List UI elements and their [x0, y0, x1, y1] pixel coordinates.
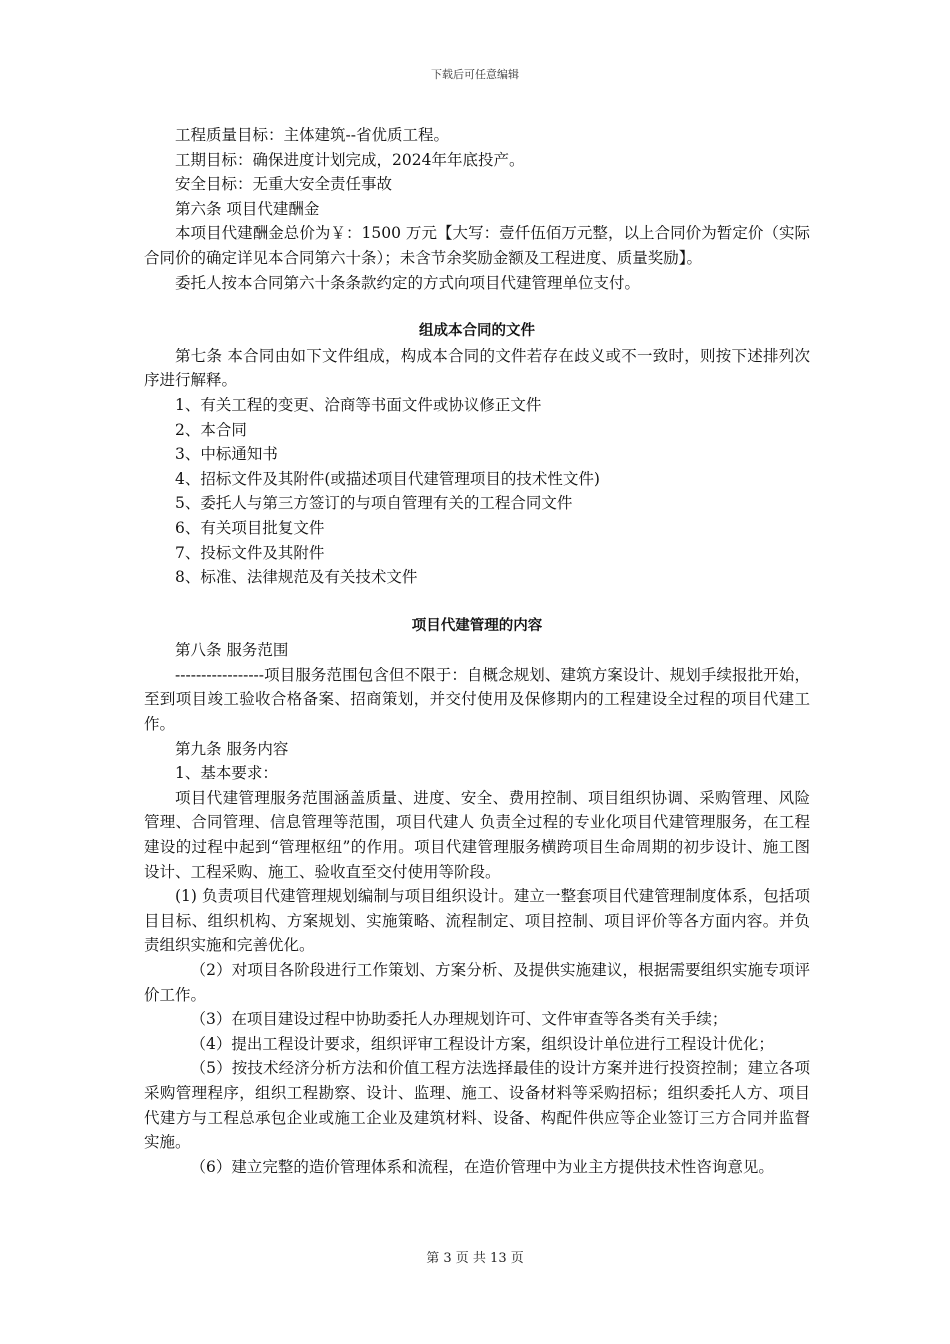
basic-requirements-heading: 1、基本要求： [175, 764, 278, 783]
article-9-heading: 第九条 服务内容 [175, 739, 289, 758]
document-list-item: 1、有关工程的变更、洽商等书面文件或协议修正文件 [175, 395, 542, 414]
section-title-contract-documents: 组成本合同的文件 [419, 323, 535, 340]
document-list-item: 5、委托人与第三方签订的与项自管理有关的工程合同文件 [175, 494, 573, 513]
page-footer: 第 3 页 共 13 页 [426, 1251, 524, 1266]
basic-requirements-text: 项目代建管理服务范围涵盖质量、进度、安全、费用控制、项目组织协调、采购管理、风险管理、合同管理、信息管理等范围，项目代建人 负责全过程的专业化项目代建管理服务，在工程建设的过程中起到“管理枢纽”的作用。项目代建管理服务横跨项目生命周期的初步设计、施工图设计、工程采购、施工、验收直至交付使用等阶段。 [144, 788, 810, 881]
article-8-heading: 第八条 服务范围 [175, 641, 289, 660]
article-7-text: 第七条 本合同由如下文件组成，构成本合同的文件若存在歧义或不一致时，则按下述排列次序进行解释。 [144, 346, 810, 390]
safety-goal: 安全目标：无重大安全责任事故 [175, 175, 393, 194]
page-header: 下载后可任意编辑 [431, 68, 519, 81]
document-list-item: 4、招标文件及其附件(或描述项目代建管理项目的技术性文件) [175, 469, 600, 488]
quality-goal: 工程质量目标：主体建筑--省优质工程。 [175, 126, 449, 144]
document-list-item: 7、投标文件及其附件 [175, 543, 325, 562]
schedule-goal: 工期目标：确保进度计划完成，2024年年底投产。 [175, 150, 525, 169]
article-6-heading: 第六条 项目代建酬金 [175, 199, 320, 218]
article-8-scope: -----------------项目服务范围包含但不限于：自概念规划、建筑方案设计、规划手续报批开始，至到项目竣工验收合格备案、招商策划，并交付使用及保修期内的工程建设全过程的项目代建工作。 [144, 665, 810, 734]
requirement-item-4: （4）提出工程设计要求，组织评审工程设计方案，组织设计单位进行工程设计优化； [190, 1034, 774, 1053]
document-list-item: 2、本合同 [175, 420, 247, 439]
requirement-item-6: （6）建立完整的造价管理体系和流程，在造价管理中为业主方提供技术性咨询意见。 [190, 1157, 774, 1176]
document-body [144, 123, 810, 1179]
requirement-item-2: （2）对项目各阶段进行工作策划、方案分析、及提供实施建议，根据需要组织实施专项评价工作。 [144, 961, 810, 1004]
document-list-item: 3、中标通知书 [175, 445, 278, 464]
article-6-payment: 委托人按本合同第六十条条款约定的方式向项目代建管理单位支付。 [175, 273, 641, 292]
article-6-fee: 本项目代建酬金总价为￥：1500 万元【大写：壹仟伍佰万元整，以上合同价为暂定价（实际合同价的确定详见本合同第六十条）；未含节余奖励金额及工程进度、质量奖励】。 [144, 224, 810, 267]
document-list-item: 8、标准、法律规范及有关技术文件 [175, 568, 418, 587]
requirement-item-1: (1) 负责项目代建管理规划编制与项目组织设计。建立一整套项目代建管理制度体系，包括项目目标、组织机构、方案规划、实施策略、流程制定、项目控制、项目评价等各方面内容。并负责组织实施和完善优化。 [144, 887, 810, 955]
document-list-item: 6、有关项目批复文件 [175, 518, 325, 537]
requirement-item-5: （5）按技术经济分析方法和价值工程方法选择最佳的设计方案并进行投资控制；建立各项采购管理程序，组织工程勘察、设计、监理、施工、设备材料等采购招标；组织委托人方、项目代建方与工程总承包企业或施工企业及建筑材料、设备、构配件供应等企业签订三方合同并监督实施。 [144, 1059, 810, 1152]
requirement-item-3: （3）在项目建设过程中协助委托人办理规划许可、文件审查等各类有关手续； [190, 1010, 728, 1029]
section-title-management-content: 项目代建管理的内容 [411, 617, 543, 634]
